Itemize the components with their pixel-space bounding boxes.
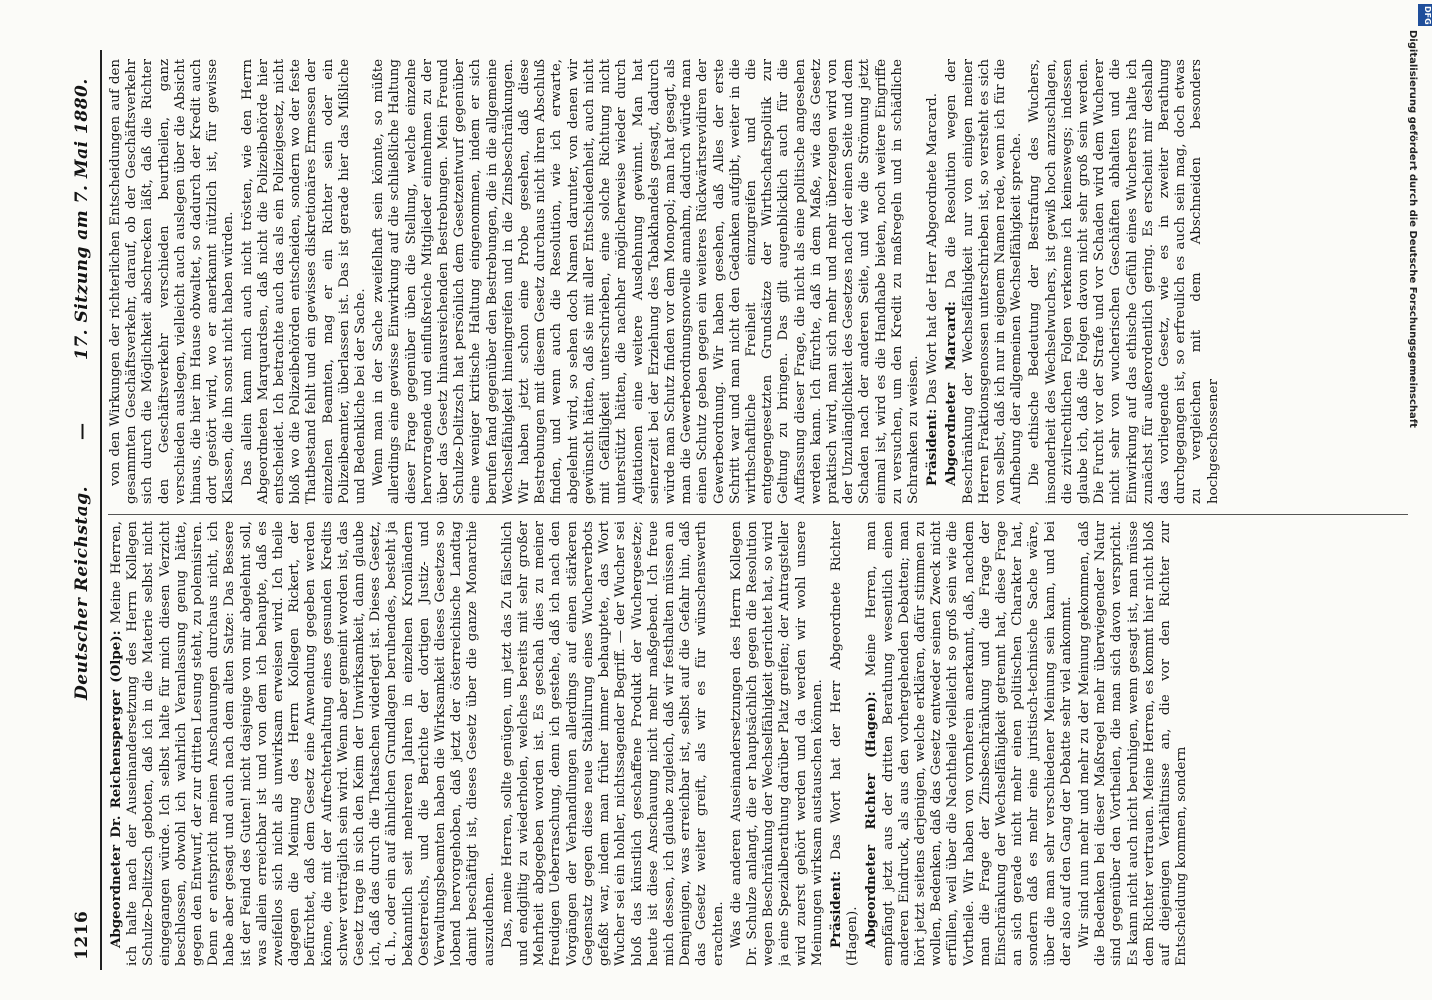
paragraph [108,59,238,504]
paragraph-text: Meine Herren, man empfängt jetzt aus der dritten Berathung wesentlich einen anderen Eindruck, als aus den vorhergehenden Debatten; man hört jetzt seitens derjenigen, welche erklären, dafür stimmen zu wollen, Bedenken, daß das Gesetz entweder seinen Zweck nicht erfüllen, weil über die Nachtheile vielleicht so groß sein wie die Vortheile. Wir haben von vornherein anerkannt, daß, nachdem man die Frage der Zinsbeschränkung und die Frage der Einschränkung der Wechselfähigkeit getrennt hat, diese Frage an sich gerade nicht mehr einen politischen Charakter hat, sondern daß es mehr eine juristisch-technische Sache wäre, über die man sehr verschiedener Meinung sein kann, und bei der also auf den Gang der Debatte sehr viel ankommt. [864,521,1074,966]
header-rule [100,50,102,970]
paragraph [500,521,727,966]
paragraph-text: Das allein kann mich auch nicht trösten, wie den Herrn Abgeordneten Marquardsen, daß nicht die Polizeibehörde hier entscheidet. Ich betrachte auch das als ein Polizeigesetz, nicht bloß wo die Polizeibehörden entscheiden, sondern wo der feste Thatbestand fehlt und ein gewisses diskretionäres Ermessen der einzelnen Beamten, mag er ein Richter sein oder ein Polizeibeamter, überlassen ist. Das ist gerade hier das Mißliche und Bedenkliche bei der Sache. [239,59,369,504]
paragraph-text: Die ethische Bedeutung der Bestrafung des Wuchers, insonderheit des Wechselwuchers, ist gewiß hoch anzuschlagen, die zivilrechtlichen Folgen verkenne ich keineswegs; indessen glaube ich, daß die Folgen davon nicht sehr groß sein werden. Die Furcht vor der Strafe und vor Schaden wird dem Wucherer nicht sehr von wucherischen Geschäften abhalten und die Einwirkung auf das ethische Gefühl eines Wucherers halte ich zunächst für außerordentlich gering. Es erscheint mir deshalb das vorliegende Gesetz, wie es in zweiter Berathung durchgegangen ist, so erfreulich es auch sein mag, doch etwas zu vergleichen mit dem Abschneiden besonders hochgeschossener [1027,59,1221,504]
paragraph-text: von den Wirkungen der richterlichen Entscheidungen auf den gesammten Geschäftsverkehr, darauf, ob der Geschäftsverkehr sich durch die Möglichkeit abschrecken läßt, daß die Richter den Geschäftsverkehr verschieden beurtheilen, ganz verschieden auslegen, vielleicht auch auslegen über die Absicht hinaus, die hier im Hause obwaltet, so dadurch der Kredit auch dort gestört wird, wo er anerkannt nützlich ist, für gewisse Klassen, die ihn sonst nicht haben würden. [108,59,237,504]
paragraph-text: Wenn man in der Sache zweifelhaft sein könnte, so müßte allerdings eine gewisse Einwirkung auf die schließliche Haltung dieser Frage gegenüber üben die Stellung, welche einzelne hervorragende und einflußreiche Mitglieder einnehmen zu der über das Gesetz hinausreichenden Bestrebungen. Mein Freund Schulze-Delitzsch hat persönlich dem Gesetzentwurf gegenüber eine weniger kritische Haltung eingenommen, indem er sich berufen fand gegenüber den Bestrebungen, die in die allgemeine Wechselfähigkeit hineingreifen und in die Zinsbeschränkungen. Wir haben jetzt schon eine Probe gesehen, daß diese Bestrebungen mit diesem Gesetz durchaus nicht ihren Abschluß finden, und wenn auch die Resolution, wie ich erwarte, abgelehnt wird, so sehen doch Namen darunter, von denen wir gewünscht hätten, daß sie mit aller Entschiedenheit, auch nicht mit Gefälligkeit unterschrieben, eine solche Richtung nicht unterstützt hätten, die nachher möglicherweise wieder durch Agitationen eine weitere Ausdehnung gewinnt. Man hat seinerzeit bei der Erziehung des Tabakhandels gesagt, dadurch würde man Schutz finden vor dem Monopol; man hat gesagt, als man die Gewerbeordnungsnovelle annahm, dadurch würde man einen Schutz geben gegen ein weiteres Rückwärtsrevidiren der Gewerbeordnung. Wir haben gesehen, daß Alles der erste Schritt war und man nicht den Gedanken aufgibt, weiter in die wirthschaftliche Freiheit einzugreifen und die entgegengesetzten Grundsätze der Wirthschaftspolitik zur Geltung zu bringen. Das gilt augenblicklich auch für die Auffassung dieser Frage, die nicht als eine politische angesehen werden kann. Ich fürchte, daß in dem Maße, wie das Gesetz praktisch wird, man sich mehr und mehr überzeugen wird von der Unzulänglichkeit des Gesetzes nach der einen Seite und dem Schaden nach der anderen Seite, und wie die Strömung jetzt einmal ist, wird es die Handhabe bieten, noch weitere Eingriffe zu versuchen, um den Kredit zu maßregeln und in schädliche Schranken zu weisen. [371,59,921,504]
speaker-name: Präsident: [827,870,844,948]
paragraph-text: Da die Resolution wegen der Beschränkung der Wechselfähigkeit nur von einigen meiner Herren Fraktionsgenossen unterschrieben ist, so versteht es sich von selbst, daß ich nur in eigenem Namen rede, wenn ich für die Aufhebung der allgemeinen Wechselfähigkeit spreche. [944,59,1025,504]
paragraph-text: Meine Herren, ich halte nach der Auseinandersetzung des Herrn Kollegen Schulze-Delitzsch geboten, daß ich in die Materie selbst nicht eingegangen würde. Ich selbst halte für mich diesen Verzicht beschlossen, obwohl ich wahrlich Veranlassung genug hätte, gegen den Entwurf, der zur dritten Lesung steht, zu polemisiren. Denn er entspricht meinen Anschauungen durchaus nicht, ich habe aber gesagt und auch nach dem alten Satze: Das Bessere ist der Feind des Guten! nicht dasjenige von mir abgelehnt soll, was allein erreichbar ist und von dem ich behaupte, daß es zweifellos sich nicht als unwirksam erweisen wird. Ich theile dagegen die Meinung des Herrn Kollegen Rickert, der befürchtet, daß dem Gesetz eine Anwendung gegeben werden könne, die mit der Aufrechterhaltung eines gesunden Kredits schwer verträglich sein wird. Wenn aber gemeint worden ist, das Gesetz trage in sich den Keim der Unwirksamkeit, dann glaube ich, daß das durch die Thatsachen widerlegt ist. Dieses Gesetz, d. h., oder ein auf ähnlichen Grundlagen beruhendes, besteht ja bekanntlich seit mehreren Jahren in einzelnen Kronländern Oesterreichs, und die Berichte der dortigen Justiz- und Verwaltungsbeamten haben die Wirksamkeit dieses Gesetzes so lobend hervorgehoben, daß jetzt der österreichische Landtag damit beschäftigt ist, dieses Gesetz über die ganze Monarchie auszudehnen. [109,521,497,966]
column-divider [108,514,1408,515]
rotated-sheet [70,40,1430,980]
paragraph [371,59,922,504]
session-date: 17. Sitzung am 7. Mai 1880. [72,78,92,360]
paragraph [863,521,1075,966]
paragraph [828,521,861,966]
dfg-logo: DFG [1418,4,1432,26]
speaker-name: Abgeordneter Richter (Hagen): [863,691,880,948]
speaker-name: Präsident: [924,408,941,486]
speaker-name: Abgeordneter Marcard: [943,301,960,486]
page-number: 1216 [72,910,92,960]
paragraph-text: Das, meine Herren, sollte genügen, um jetzt das Zu fälschlich und endgiltig zu wiederholen, welches bereits mit sehr großer Mehrheit abgegeben worden ist. Es geschah dies zu meiner freudigen Ueberraschung, denn ich gestehe, daß ich nach den Vorgängen der Verhandlungen allerdings auf einen stärkeren Gegensatz gegen diese neue Stabilirung eines Wucherverbots gefaßt war, indem man früher immer behauptete, das Wort Wucher sei ein hohler, nichtssagender Begriff. — der Wucher sei bloß das künstlich geschaffene Produkt der Wuchergesetze; heute ist diese Anschauung nicht mehr maßgebend. Ich freue mich dessen, ich glaube zugleich, daß wir festhalten müssen an Demjenigen, was erreichbar ist, selbst auf die Gefahr hin, daß das Gesetz weiter greift, als wir es für wünschenswerth erachten. [499,521,726,966]
left-column [108,521,1408,966]
paragraph-text: Das Wort hat der Herr Abgeordnete Marcard. [925,92,941,405]
paragraph-text: Das Wort hat der Herr Abgeordnete Richter (Hagen). [828,521,861,966]
digitization-note: Digitalisierung gefördert durch die Deutsche Forschungsgemeinschaft [1407,30,1418,428]
paragraph-text: Wir sind nun mehr und mehr zu der Meinung gekommen, daß die Bedenken bei dieser Maßregel mehr überwiegender Natur sind gegenüber den Vortheilen, die man sich davon verspricht. Es kann nicht auch nicht beruhigen, wenn gesagt ist, man müsse dem Richter vertrauen. Meine Herren, es kommt hier nicht bloß auf diejenigen Verhältnisse an, die vor den Richter zur Entscheidung kommen, sondern [1076,521,1190,966]
speaker-name: Abgeordneter Dr. Reichensperger (Olpe): [108,630,124,948]
paragraph [729,521,826,966]
publication-title: Deutscher Reichstag. [72,485,92,700]
paragraph [1077,521,1190,966]
paragraph [108,521,498,966]
page-header [70,60,98,960]
paragraph [240,59,370,504]
right-column [108,59,1408,504]
paragraph [1027,59,1221,504]
paragraph [943,59,1025,504]
paragraph-text: Was die anderen Auseinandersetzungen des Herrn Kollegen Dr. Schulze anlangt, die er hauptsächlich gegen die Resolution wegen Beschränkung der Wechselfähigkeit gerichtet hat, so wird ja eine Spezialberathung darüber Platz greifen; der Antragsteller wird zuerst gehört werden und da werden wir wohl unsere Meinungen wirksam austauschen können. [728,521,825,966]
header-separator: — [72,422,92,440]
paragraph [924,59,941,504]
